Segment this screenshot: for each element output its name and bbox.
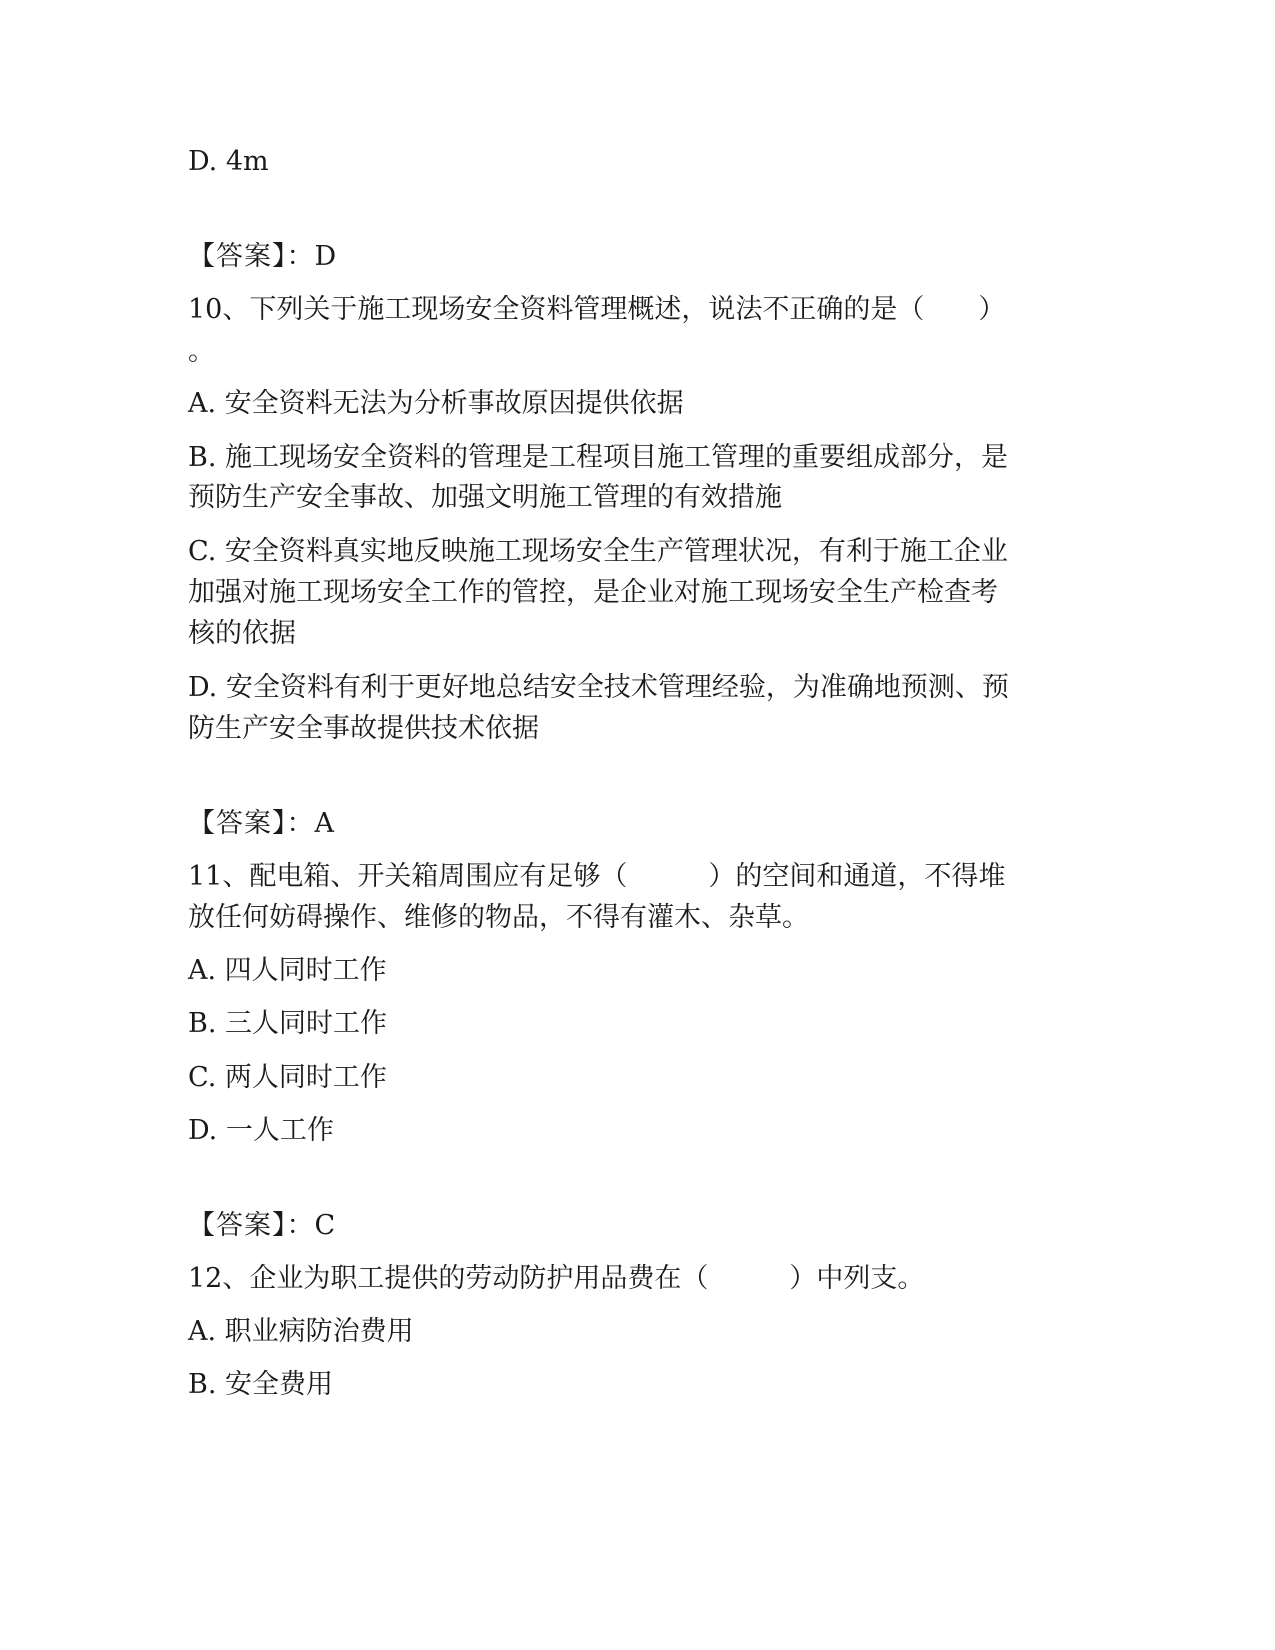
q10-answer: 【答案】：A (188, 808, 335, 839)
q10-option-b-line2: 预防生产安全事故、加强文明施工管理的有效措施 (188, 482, 782, 513)
q10-option-c-line1: C. 安全资料真实地反映施工现场安全生产管理状况，有利于施工企业 (188, 536, 1008, 567)
q10-stem-line1: 10、下列关于施工现场安全资料管理概述，说法不正确的是（ ） (188, 294, 1006, 325)
q10-option-c-line3: 核的依据 (188, 618, 296, 649)
q11-answer: 【答案】：C (188, 1210, 337, 1241)
q11-stem-line1: 11、配电箱、开关箱周围应有足够（ ）的空间和通道，不得堆 (188, 861, 1006, 892)
q10-option-d-line2: 防生产安全事故提供技术依据 (188, 713, 539, 744)
q9-option-d: D. 4m (188, 146, 269, 177)
q10-stem-line2: 。 (188, 336, 215, 367)
q12-stem-line1: 12、企业为职工提供的劳动防护用品费在（ ）中列支。 (188, 1263, 925, 1294)
q11-stem-line2: 放任何妨碍操作、维修的物品，不得有灌木、杂草。 (188, 902, 809, 933)
q11-option-c: C. 两人同时工作 (188, 1062, 387, 1093)
q10-option-c-line2: 加强对施工现场安全工作的管控，是企业对施工现场安全生产检查考 (188, 577, 998, 608)
q12-option-a: A. 职业病防治费用 (188, 1316, 414, 1347)
q12-option-b: B. 安全费用 (188, 1369, 334, 1400)
q11-option-b: B. 三人同时工作 (188, 1008, 388, 1039)
q10-option-d-line1: D. 安全资料有利于更好地总结安全技术管理经验，为准确地预测、预 (188, 672, 1009, 703)
q11-option-a: A. 四人同时工作 (188, 955, 387, 986)
q11-option-d: D. 一人工作 (188, 1115, 334, 1146)
q10-option-b-line1: B. 施工现场安全资料的管理是工程项目施工管理的重要组成部分，是 (188, 442, 1009, 473)
q9-answer: 【答案】：D (188, 241, 338, 272)
q10-option-a: A. 安全资料无法为分析事故原因提供依据 (188, 388, 684, 419)
